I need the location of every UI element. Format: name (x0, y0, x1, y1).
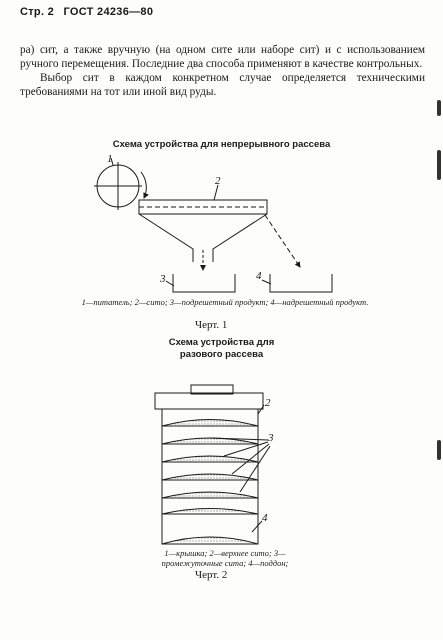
fig1-label-2: 2 (215, 175, 221, 187)
lid (155, 393, 263, 409)
fig2-label-3: 3 (268, 432, 274, 444)
product-tray-4 (262, 274, 332, 292)
figure-1-caption: 1—питатель; 2—сито; 3—подрешетный продукт; 4—надрешетный продукт. (81, 297, 369, 307)
figure-2-title (0, 337, 443, 361)
page-number: Стр. 2 (20, 6, 55, 18)
figure-2-title-line-1: Схема устройства для (168, 337, 275, 348)
figure-1-title: Схема устройства для непрерывного рассева (112, 139, 331, 150)
fig1-label-1: 1 (107, 153, 113, 165)
standard-number: ГОСТ 24236—80 (63, 6, 154, 18)
fig1-label-4: 4 (256, 270, 262, 282)
fig2-label-4: 4 (262, 512, 268, 524)
figure-1 (94, 158, 332, 292)
edge-mark (437, 440, 441, 460)
fig2-label-2: 2 (265, 397, 271, 409)
product-tray-3 (166, 274, 235, 292)
figure-2-title-line-2: разового рассева (179, 349, 264, 360)
screen-hopper (139, 200, 300, 270)
figure-2-caption: 1—крышка; 2—верхнее сито; 3—промежуточные сита; 4—поддон; (161, 548, 289, 568)
edge-mark (437, 150, 441, 180)
feeder-circle (94, 162, 146, 210)
figure-2 (155, 385, 270, 544)
edge-mark (437, 100, 441, 116)
figure-1-number: Черт. 1 (195, 319, 228, 331)
paragraph-1: ра) сит, а также вручную (на одном сите или наборе сит) и с использованием ручного перемещения. Последние два способа применяют в качестве контрольных. (20, 44, 425, 70)
figure-2-number: Черт. 2 (195, 569, 228, 581)
paragraph-2: Выбор сит в каждом конкретном случае определяется техническими требованиями на тот или иной вид руды. (20, 72, 425, 98)
fig1-label-3: 3 (160, 273, 166, 285)
